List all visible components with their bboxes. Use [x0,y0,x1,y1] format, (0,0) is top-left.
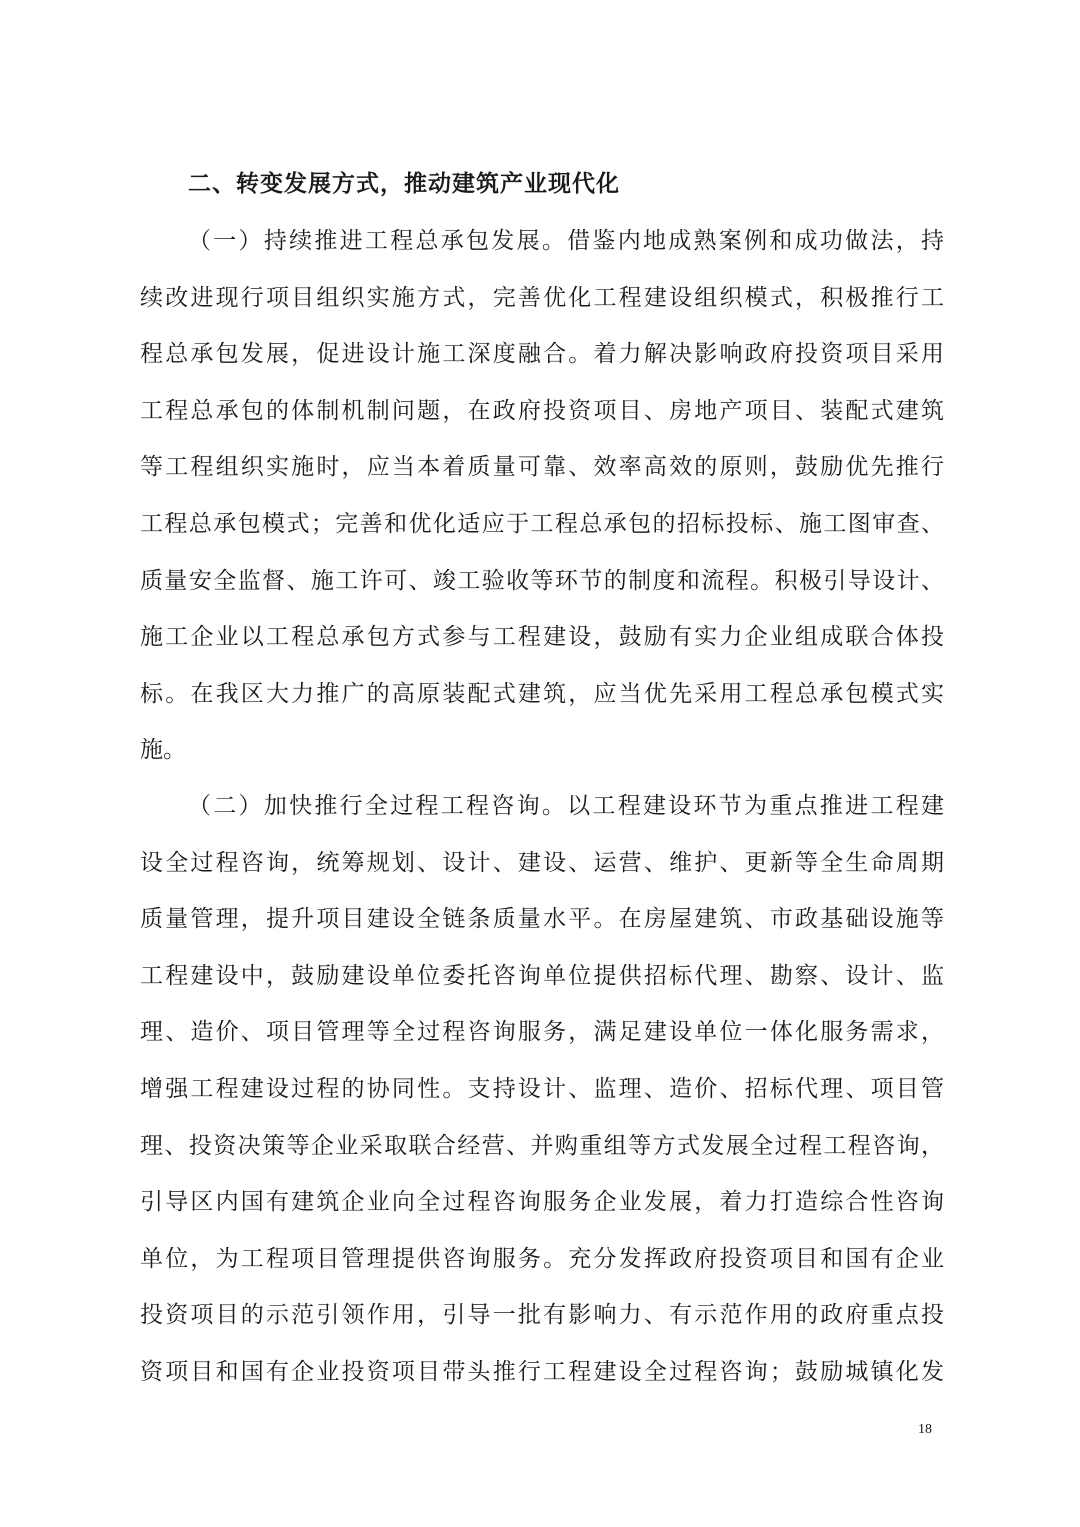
paragraph-text: 借鉴内地成熟案例和成功做法，持 [567,228,945,254]
paragraph-line: 理、造价、项目管理等全过程咨询服务，满足建设单位一体化服务需求， [140,1019,944,1046]
paragraph-line: 质量安全监督、施工许可、竣工验收等环节的制度和流程。积极引导设计、 [140,567,944,594]
paragraph-line: 等工程组织实施时，应当本着质量可靠、效率高效的原则，鼓励优先推行 [140,454,944,481]
paragraph-line: 施工企业以工程总承包方式参与工程建设，鼓励有实力企业组成联合体投 [140,624,944,651]
paragraph-line: 标。在我区大力推广的高原装配式建筑，应当优先采用工程总承包模式实 [140,680,944,707]
paragraph-line [140,778,944,835]
paragraph-1 [140,213,944,779]
paragraph-line: 工程总承包模式；完善和优化适应于工程总承包的招标投标、施工图审查、 [140,510,944,537]
paragraph-lead: （二）加快推行全过程工程咨询。 [188,793,568,819]
paragraph-line: 质量管理，提升项目建设全链条质量水平。在房屋建筑、市政基础设施等 [140,906,944,933]
page-number: 18 [918,1422,932,1437]
paragraph-line: 理、投资决策等企业采取联合经营、并购重组等方式发展全过程工程咨询， [140,1132,944,1159]
paragraph-line: 增强工程建设过程的协同性。支持设计、监理、造价、招标代理、项目管 [140,1075,944,1102]
paragraph-line [140,213,944,270]
paragraph-text: 以工程建设环节为重点推进工程建 [567,793,945,819]
paragraph-lead: （一）持续推进工程总承包发展。 [188,228,568,254]
paragraph-line: 工程建设中，鼓励建设单位委托咨询单位提供招标代理、勘察、设计、监 [140,962,944,989]
paragraph-2 [140,778,944,1401]
paragraph-line: 工程总承包的体制机制问题，在政府投资项目、房地产项目、装配式建筑 [140,397,944,424]
paragraph-line: 程总承包发展，促进设计施工深度融合。着力解决影响政府投资项目采用 [140,341,944,368]
paragraph-line: 引导区内国有建筑企业向全过程咨询服务企业发展，着力打造综合性咨询 [140,1189,944,1216]
paragraph-line: 单位，为工程项目管理提供咨询服务。充分发挥政府投资项目和国有企业 [140,1245,944,1272]
paragraph-line: 续改进现行项目组织实施方式，完善优化工程建设组织模式，积极推行工 [140,284,944,311]
paragraph-line: 施。 [140,737,186,764]
paragraph-line: 投资项目的示范引领作用，引导一批有影响力、有示范作用的政府重点投 [140,1302,944,1329]
paragraph-line: 资项目和国有企业投资项目带头推行工程建设全过程咨询；鼓励城镇化发 [140,1358,944,1385]
paragraph-line: 设全过程咨询，统筹规划、设计、建设、运营、维护、更新等全生命周期 [140,849,944,876]
section-heading: 二、转变发展方式，推动建筑产业现代化 [188,170,620,197]
